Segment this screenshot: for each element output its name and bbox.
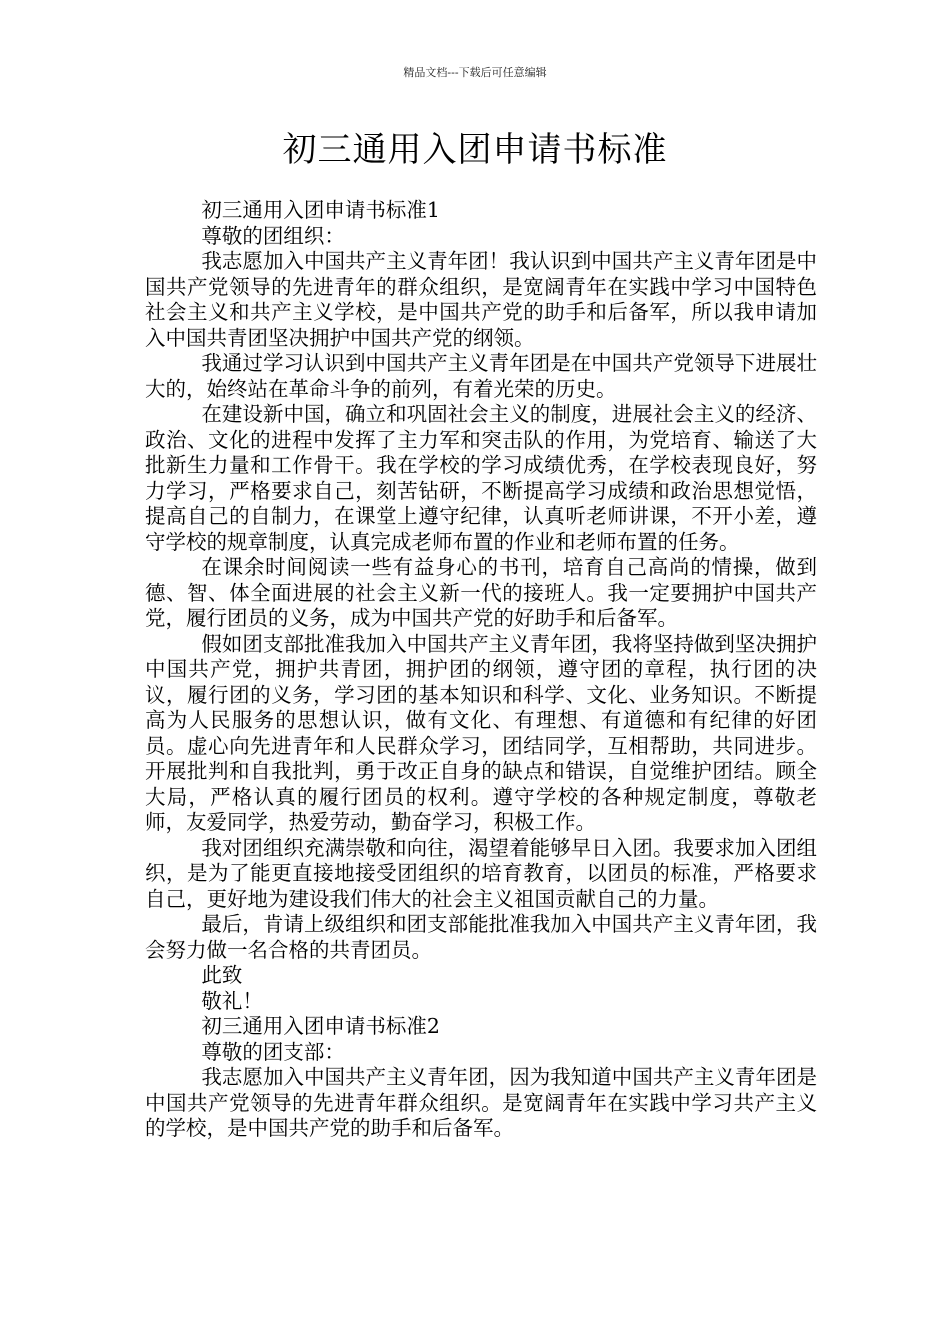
- salutation-1: 尊敬的团组织：: [201, 223, 345, 248]
- body-paragraph: 我对团组织充满崇敬和向往，渴望着能够早日入团。我要求加入团组织，是为了能更直接地接受团组织的培育教育，以团员的标准，严格要求自己，更好地为建设我们伟大的社会主义祖国贡献自己的力量。: [145, 835, 817, 911]
- body-paragraph: 我通过学习认识到中国共产主义青年团是在中国共产党领导下进展壮大的，始终站在革命斗争的前列，有着光荣的历史。: [145, 351, 817, 401]
- document-body: [145, 198, 817, 1142]
- body-paragraph: 在课余时间阅读一些有益身心的书刊，培育自己高尚的情操，做到德、智、体全面进展的社会主义新一代的接班人。我一定要拥护中国共产党，履行团员的义务，成为中国共产党的好助手和后备军。: [145, 555, 817, 630]
- body-paragraph: 我志愿加入中国共产主义青年团，因为我知道中国共产主义青年团是中国共产党领导的先进青年群众组织。是宽阔青年在实践中学习共产主义的学校，是中国共产党的助手和后备军。: [145, 1065, 817, 1140]
- closing-line: 敬礼！: [201, 988, 263, 1013]
- page-header: 精品文档---下载后可任意编辑: [403, 66, 547, 79]
- salutation-2: 尊敬的团支部：: [201, 1039, 345, 1064]
- document-title: 初三通用入团申请书标准: [282, 130, 668, 170]
- section-heading-1: 初三通用入团申请书标准1: [201, 198, 440, 222]
- body-paragraph: 假如团支部批准我加入中国共产主义青年团，我将坚持做到坚决拥护中国共产党，拥护共青团，拥护团的纲领，遵守团的章程，执行团的决议，履行团的义务，学习团的基本知识和科学、文化、业务知识。不断提高为人民服务的思想认识，做有文化、有理想、有道德和有纪律的好团员。虚心向先进青年和人民群众学习，团结同学，互相帮助，共同进步。开展批判和自我批判，勇于改正自身的缺点和错误，自觉维护团结。顾全大局，严格认真的履行团员的权利。遵守学校的各种规定制度，尊敬老师，友爱同学，热爱劳动，勤奋学习，积极工作。: [145, 631, 817, 834]
- body-paragraph: 在建设新中国，确立和巩固社会主义的制度，进展社会主义的经济、政治、文化的进程中发挥了主力军和突击队的作用，为党培育、输送了大批新生力量和工作骨干。我在学校的学习成绩优秀，在学校表现良好，努力学习，严格要求自己，刻苦钻研，不断提高学习成绩和政治思想觉悟，提高自己的自制力，在课堂上遵守纪律，认真听老师讲课，不开小差，遵守学校的规章制度，认真完成老师布置的作业和老师布置的任务。: [145, 402, 817, 554]
- closing-line: 此致: [201, 963, 243, 987]
- body-paragraph: 我志愿加入中国共产主义青年团！我认识到中国共产主义青年团是中国共产党领导的先进青年的群众组织，是宽阔青年在实践中学习中国特色社会主义和共产主义学校，是中国共产党的助手和后备军，所以我申请加入中国共青团坚决拥护中国共产党的纲领。: [145, 249, 817, 350]
- section-heading-2: 初三通用入团申请书标准2: [201, 1014, 440, 1038]
- body-paragraph: 最后，肯请上级组织和团支部能批准我加入中国共产主义青年团，我会努力做一名合格的共青团员。: [145, 912, 817, 962]
